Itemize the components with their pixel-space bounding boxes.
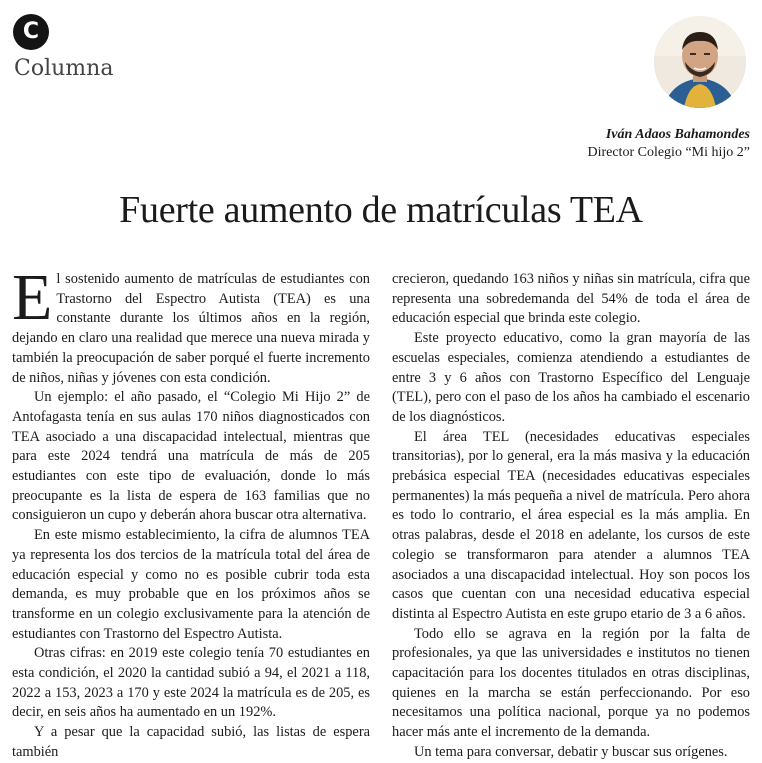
article-paragraph: En este mismo establecimiento, la cifra de alumnos TEA ya representa los dos tercios de la matrícula total del área de educación especial y como no es posible cubrir toda esta demanda, es muy probable que en los próximos años se transforme en un colegio exclusivamente para la atención de estudiantes con Trastorno del Espectro Autista. <box>12 527 370 642</box>
drop-cap: E <box>12 261 53 334</box>
section-badge: C <box>13 14 49 50</box>
article-paragraph: crecieron, quedando 163 niños y niñas sin matrícula, cifra que representa una sobredemanda del 54% de toda el área de educación especial que brinda este colegio. <box>392 271 750 327</box>
article-paragraph: Otras cifras: en 2019 este colegio tenía 70 estudiantes en esta condición, el 2020 la cantidad subió a 94, el 2021 a 118, 2022 a 153, 2023 a 170 y este 2024 la matrícula es de 205, es decir, en seis años ha aumentado en un 192%. <box>12 645 370 721</box>
author-byline <box>587 126 750 162</box>
article-paragraph: Y a pesar que la capacidad subió, las listas de espera también <box>12 724 370 760</box>
article-paragraph: Todo ello se agrava en la región por la falta de profesionales, ya que las universidades e institutos no tienen capacitación para los docentes titulados en otras disciplinas, quienes en la marcha se están perfeccionando. Por eso necesitamos una política nacional, porque ya no podemos hacer más ante el incremento de la demanda. <box>392 625 750 741</box>
author-name: Iván Adaos Bahamondes <box>605 127 750 142</box>
article-paragraph: Este proyecto educativo, como la gran mayoría de las escuelas especiales, comienza atendiendo a estudiantes de entre 3 y 6 años con Trastorno Específico del Lenguaje (TEL), pero con el paso de los años ha cambiado el escenario de los diagnósticos. <box>392 330 750 425</box>
author-portrait-icon <box>654 16 746 108</box>
article-paragraph: Un ejemplo: el año pasado, el “Colegio Mi Hijo 2” de Antofagasta tenía en sus aulas 170 niños diagnosticados con TEA asociado a una discapacidad intelectual, mientras que para este 2024 tendrá una matrícula de más de 205 estudiantes con este tipo de evaluación, donde lo más preocupante es la lista de espera de 163 familias que no consiguieron un cupo y deberán ahora buscar otra alternativa. <box>12 389 370 524</box>
article-paragraph: El área TEL (necesidades educativas especiales transitorias), por lo general, era la más masiva y la educación prebásica especial TEA (necesidades educativas especiales permanentes) la más pequeña a nivel de matrícula. Pero ahora es todo lo contrario, el área especial es la más amplia. En otras palabras, desde el 2018 en adelante, los cursos de este colegio se transformaron para atender a alumnos TEA asociados a una discapacidad intelectual. Hoy son pocos los casos que cuentan con una necesidad educativa especial distinta al Espectro Autista en este grupo etario de 3 a 6 años. <box>392 428 750 622</box>
article-column-left <box>12 261 370 763</box>
section-label: Columna <box>14 56 114 81</box>
article-paragraph: El sostenido aumento de matrículas de estudiantes con Trastorno del Espectro Autista (TEA) es una constante durante los últimos años en la región, dejando en claro una realidad que merece una nueva mirada y también la preocupación de saber porqué el fuerte incremento de niños, niñas y jóvenes con esta condición. <box>12 261 370 386</box>
author-photo <box>654 16 746 108</box>
article-column-right <box>392 270 750 763</box>
article-headline: Fuerte aumento de matrículas TEA <box>119 189 643 231</box>
article-paragraph: Un tema para conversar, debatir y buscar sus orígenes. <box>414 743 728 760</box>
author-role: Director Colegio “Mi hijo 2” <box>587 145 750 160</box>
